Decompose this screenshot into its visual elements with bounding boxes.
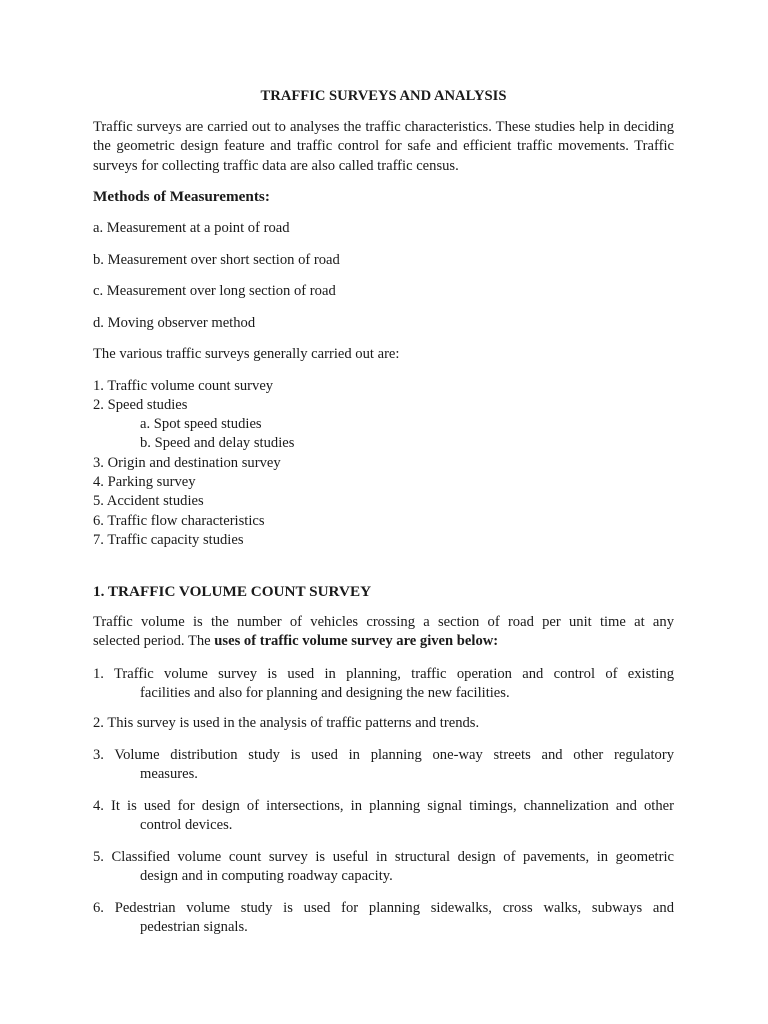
use-item-continuation: design and in computing roadway capacity. bbox=[140, 868, 393, 885]
method-item: d. Moving observer method bbox=[93, 315, 256, 331]
page-title: TRAFFIC SURVEYS AND ANALYSIS bbox=[260, 88, 507, 104]
use-item-continuation: control devices. bbox=[140, 817, 233, 834]
use-item-text: 2. This survey is used in the analysis of traffic patterns and trends. bbox=[93, 715, 480, 731]
survey-item: 1. Traffic volume count survey bbox=[93, 378, 274, 394]
use-item-text: 3. Volume distribution study is used in planning one-way streets and other regulatory bbox=[93, 747, 674, 763]
use-item bbox=[93, 714, 674, 733]
method-item: a. Measurement at a point of road bbox=[93, 220, 290, 236]
section-paragraph-line: Traffic volume is the number of vehicles crossing a section of road per unit time at any bbox=[93, 614, 674, 630]
section-paragraph bbox=[93, 613, 674, 652]
use-item bbox=[93, 899, 674, 938]
survey-item: 7. Traffic capacity studies bbox=[93, 532, 244, 548]
method-item: c. Measurement over long section of road bbox=[93, 283, 336, 299]
use-item-continuation: facilities and also for planning and designing the new facilities. bbox=[140, 685, 510, 702]
survey-subitem: b. Speed and delay studies bbox=[140, 435, 295, 451]
use-item bbox=[93, 797, 674, 836]
survey-item: 4. Parking survey bbox=[93, 474, 196, 490]
use-item-text: 5. Classified volume count survey is useful in structural design of pavements, in geometric bbox=[93, 849, 674, 865]
surveys-intro: The various traffic surveys generally carried out are: bbox=[93, 346, 400, 362]
use-item-continuation: pedestrian signals. bbox=[140, 919, 248, 936]
use-item-text: 4. It is used for design of intersections, in planning signal timings, channelization and other bbox=[93, 798, 674, 814]
use-item-text: 1. Traffic volume survey is used in planning, traffic operation and control of existing bbox=[93, 666, 674, 682]
section-heading: 1. TRAFFIC VOLUME COUNT SURVEY bbox=[93, 583, 372, 600]
section-paragraph-text: selected period. The bbox=[93, 633, 215, 650]
use-item bbox=[93, 665, 674, 704]
use-item bbox=[93, 848, 674, 887]
method-item: b. Measurement over short section of road bbox=[93, 252, 340, 268]
section-paragraph-line bbox=[93, 632, 674, 651]
section-paragraph-emphasis: uses of traffic volume survey are given below: bbox=[214, 633, 499, 650]
survey-item: 3. Origin and destination survey bbox=[93, 455, 281, 471]
survey-item: 2. Speed studies bbox=[93, 397, 188, 413]
use-item-continuation: measures. bbox=[140, 766, 198, 783]
survey-subitem: a. Spot speed studies bbox=[140, 416, 262, 432]
survey-item: 5. Accident studies bbox=[93, 493, 204, 509]
survey-item: 6. Traffic flow characteristics bbox=[93, 513, 265, 529]
use-item bbox=[93, 746, 674, 785]
use-item-text: 6. Pedestrian volume study is used for planning sidewalks, cross walks, subways and bbox=[93, 900, 674, 916]
methods-heading: Methods of Measurements: bbox=[93, 188, 270, 205]
intro-paragraph: Traffic surveys are carried out to analyses the traffic characteristics. These studies help in deciding the geometric design feature and traffic control for safe and efficient traffic movements. Traffic surveys for collecting traffic data are also called traffic census. bbox=[93, 119, 674, 174]
